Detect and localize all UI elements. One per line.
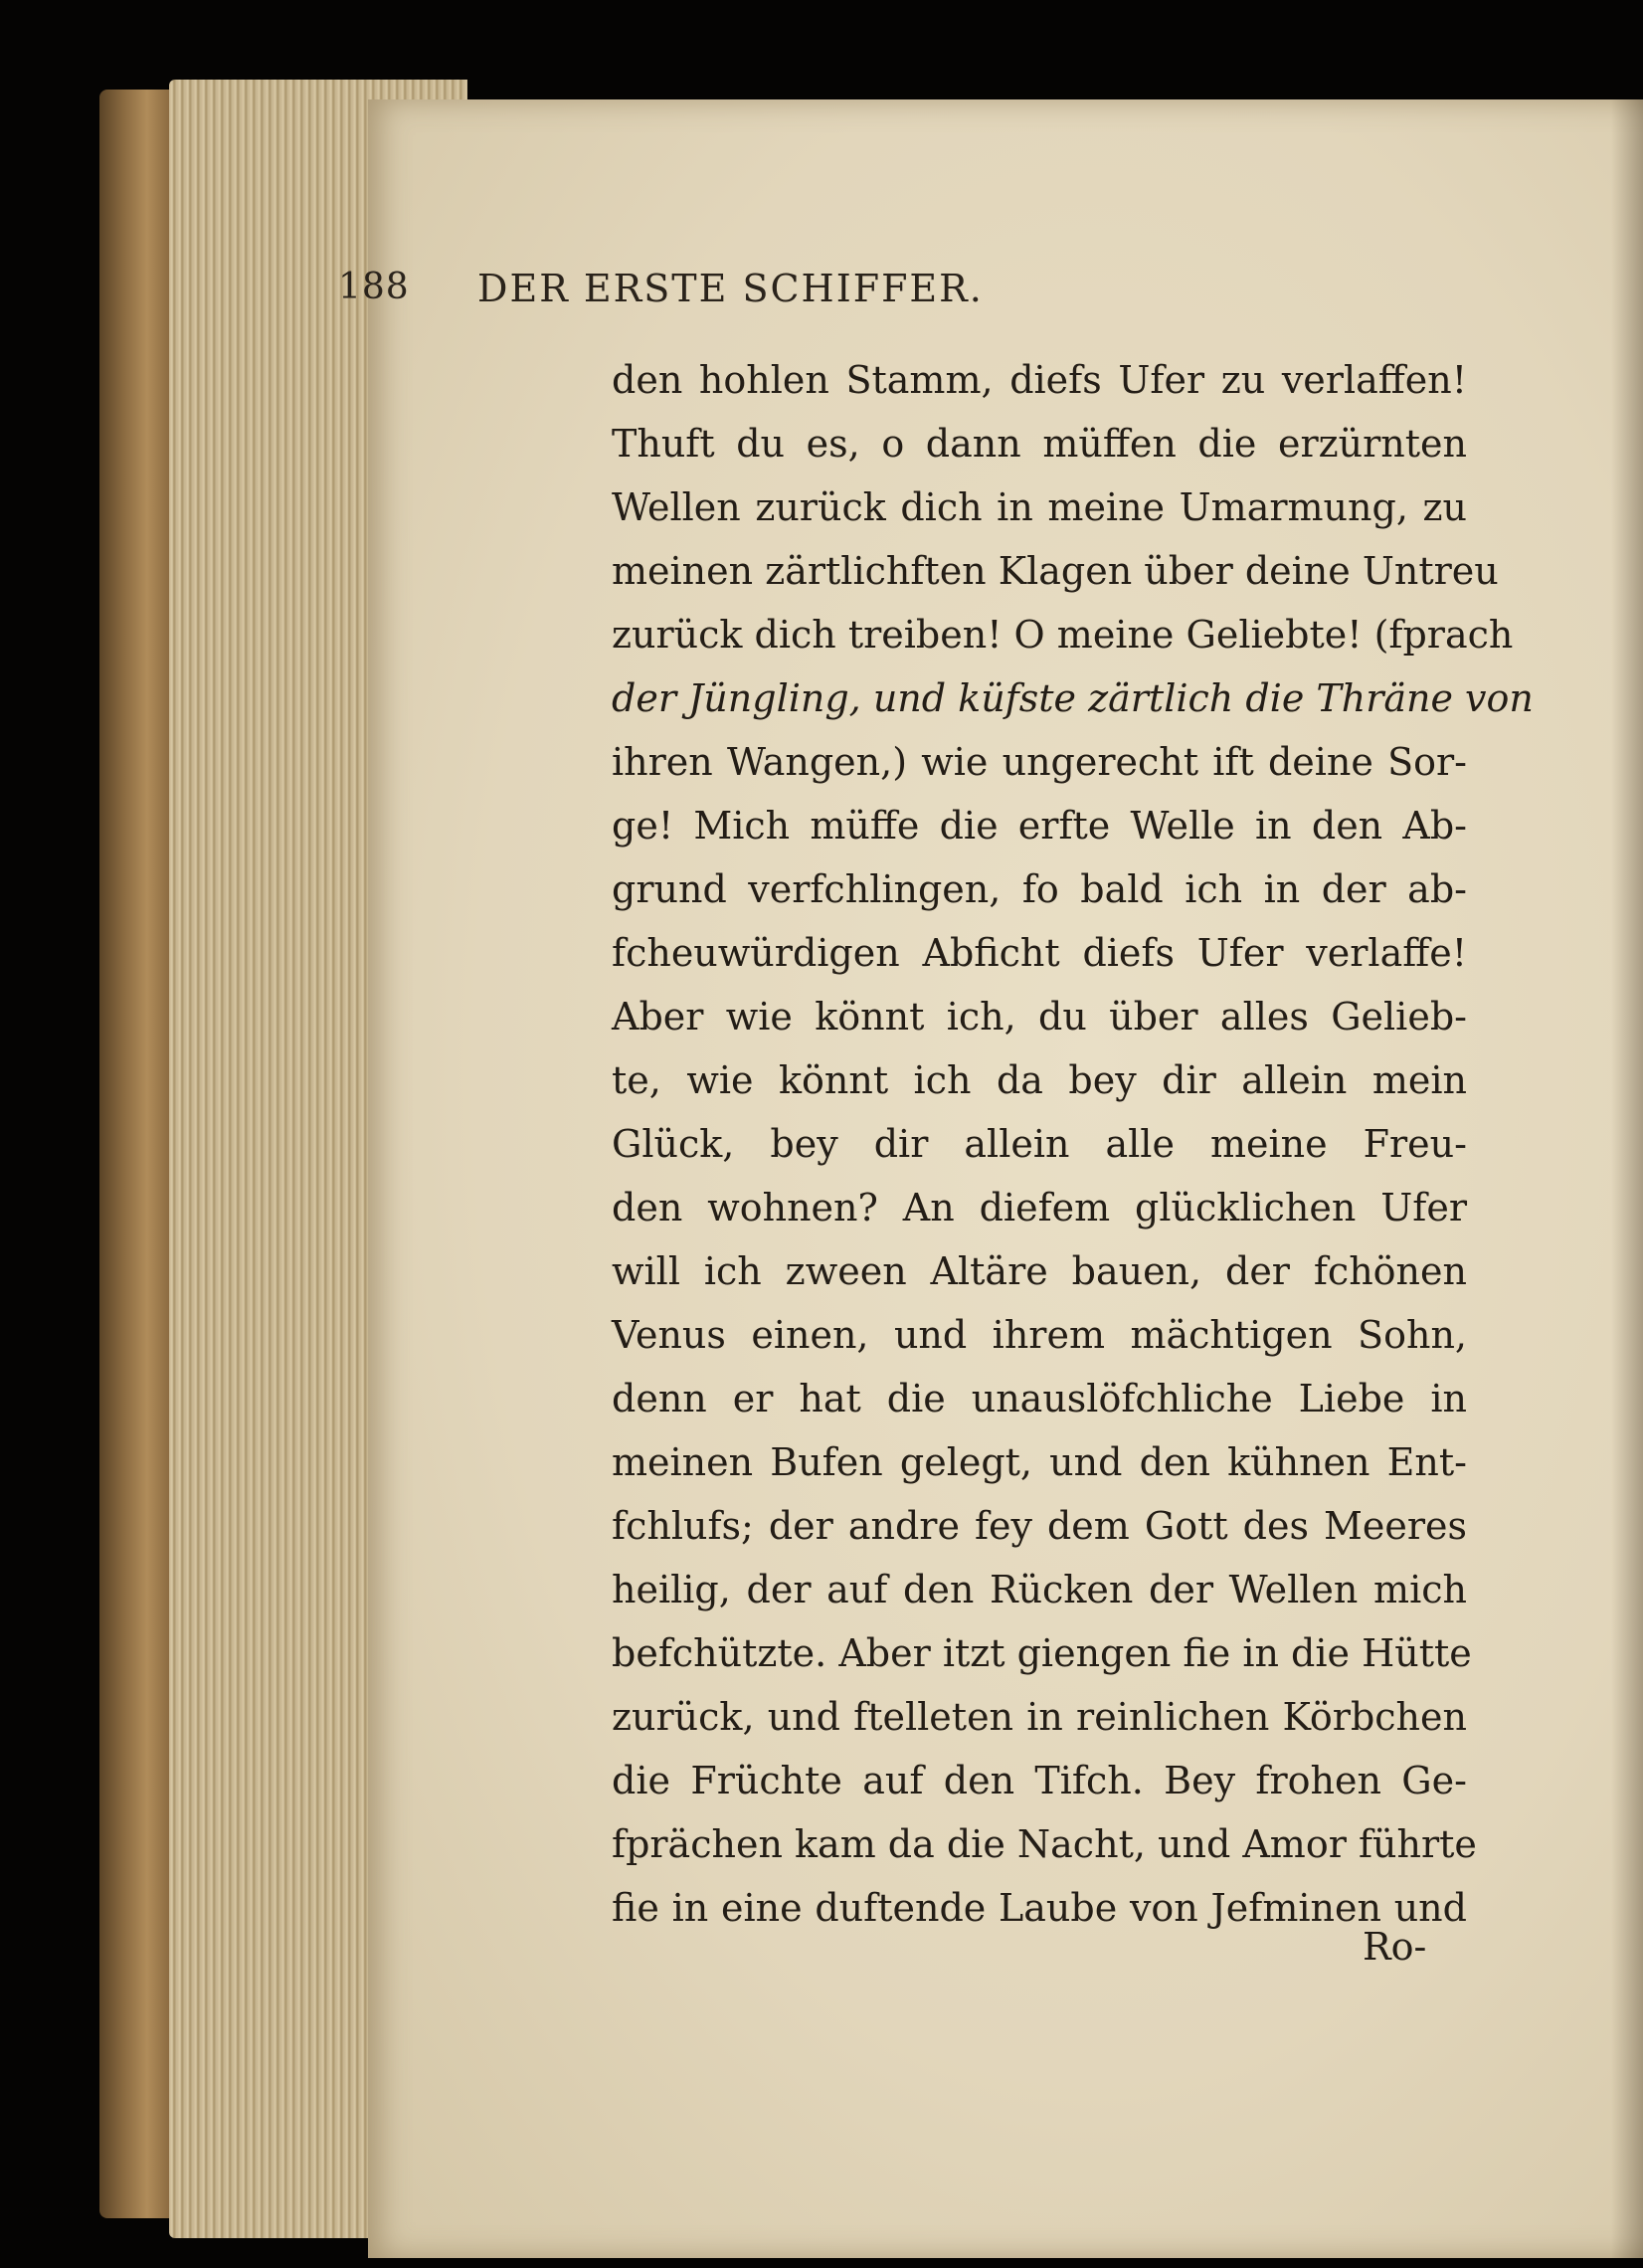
- catchword: Ro-: [1363, 1925, 1427, 1969]
- book-cover-edge: [99, 90, 179, 2218]
- text-line: heilig, der auf den Rücken der Wellen mich: [612, 1568, 1467, 1611]
- text-line: zurück, und ftelleten in reinlichen Körbchen: [612, 1695, 1467, 1739]
- page-header: [338, 267, 1333, 326]
- text-line: ihren Wangen,) wie ungerecht ift deine Sor-: [612, 740, 1467, 784]
- page-gutter-shadow: [1611, 99, 1643, 2258]
- text-line: fchlufs; der andre fey dem Gott des Meeres: [612, 1504, 1467, 1548]
- text-line: die Früchte auf den Tifch. Bey frohen Ge-: [612, 1759, 1467, 1802]
- text-line: den hohlen Stamm, diefs Ufer zu verlaffen!: [612, 358, 1467, 402]
- text-line: Venus einen, und ihrem mächtigen Sohn,: [612, 1313, 1467, 1357]
- page-number: 188: [338, 267, 410, 307]
- text-line: Glück, bey dir allein alle meine Freu-: [612, 1122, 1467, 1166]
- text-line: grund verfchlingen, fo bald ich in der ab-: [612, 867, 1467, 911]
- text-line: te, wie könnt ich da bey dir allein mein: [612, 1058, 1467, 1102]
- text-line: denn er hat die unauslöfchliche Liebe in: [612, 1377, 1467, 1420]
- text-line: will ich zween Altäre bauen, der fchönen: [612, 1249, 1467, 1293]
- text-line: befchützte. Aber itzt giengen fie in die Hütte: [612, 1631, 1472, 1675]
- running-title: DER ERSTE SCHIFFER.: [477, 267, 984, 310]
- text-line: Aber wie könnt ich, du über alles Gelieb-: [612, 995, 1467, 1039]
- text-line: fie in eine duftende Laube von Jefminen und: [612, 1886, 1467, 1930]
- text-line: ge! Mich müffe die erfte Welle in den Ab-: [612, 804, 1467, 848]
- text-line: meinen Bufen gelegt, und den kühnen Ent-: [612, 1440, 1467, 1484]
- text-line: zurück dich treiben! O meine Geliebte! (fprach: [612, 613, 1514, 657]
- text-line: Thuft du es, o dann müffen die erzürnten: [612, 422, 1467, 466]
- text-line: meinen zärtlichften Klagen über deine Untreu: [612, 549, 1499, 593]
- text-line: den wohnen? An diefem glücklichen Ufer: [612, 1186, 1467, 1229]
- text-line: fcheuwürdigen Abficht diefs Ufer verlaffe!: [612, 931, 1467, 975]
- body-text: [612, 348, 1534, 1940]
- text-line: Wellen zurück dich in meine Umarmung, zu: [612, 485, 1467, 529]
- text-line: fprächen kam da die Nacht, und Amor führte: [612, 1822, 1477, 1866]
- text-line: der Jüngling, und küfste zärtlich die Thräne von: [612, 676, 1534, 720]
